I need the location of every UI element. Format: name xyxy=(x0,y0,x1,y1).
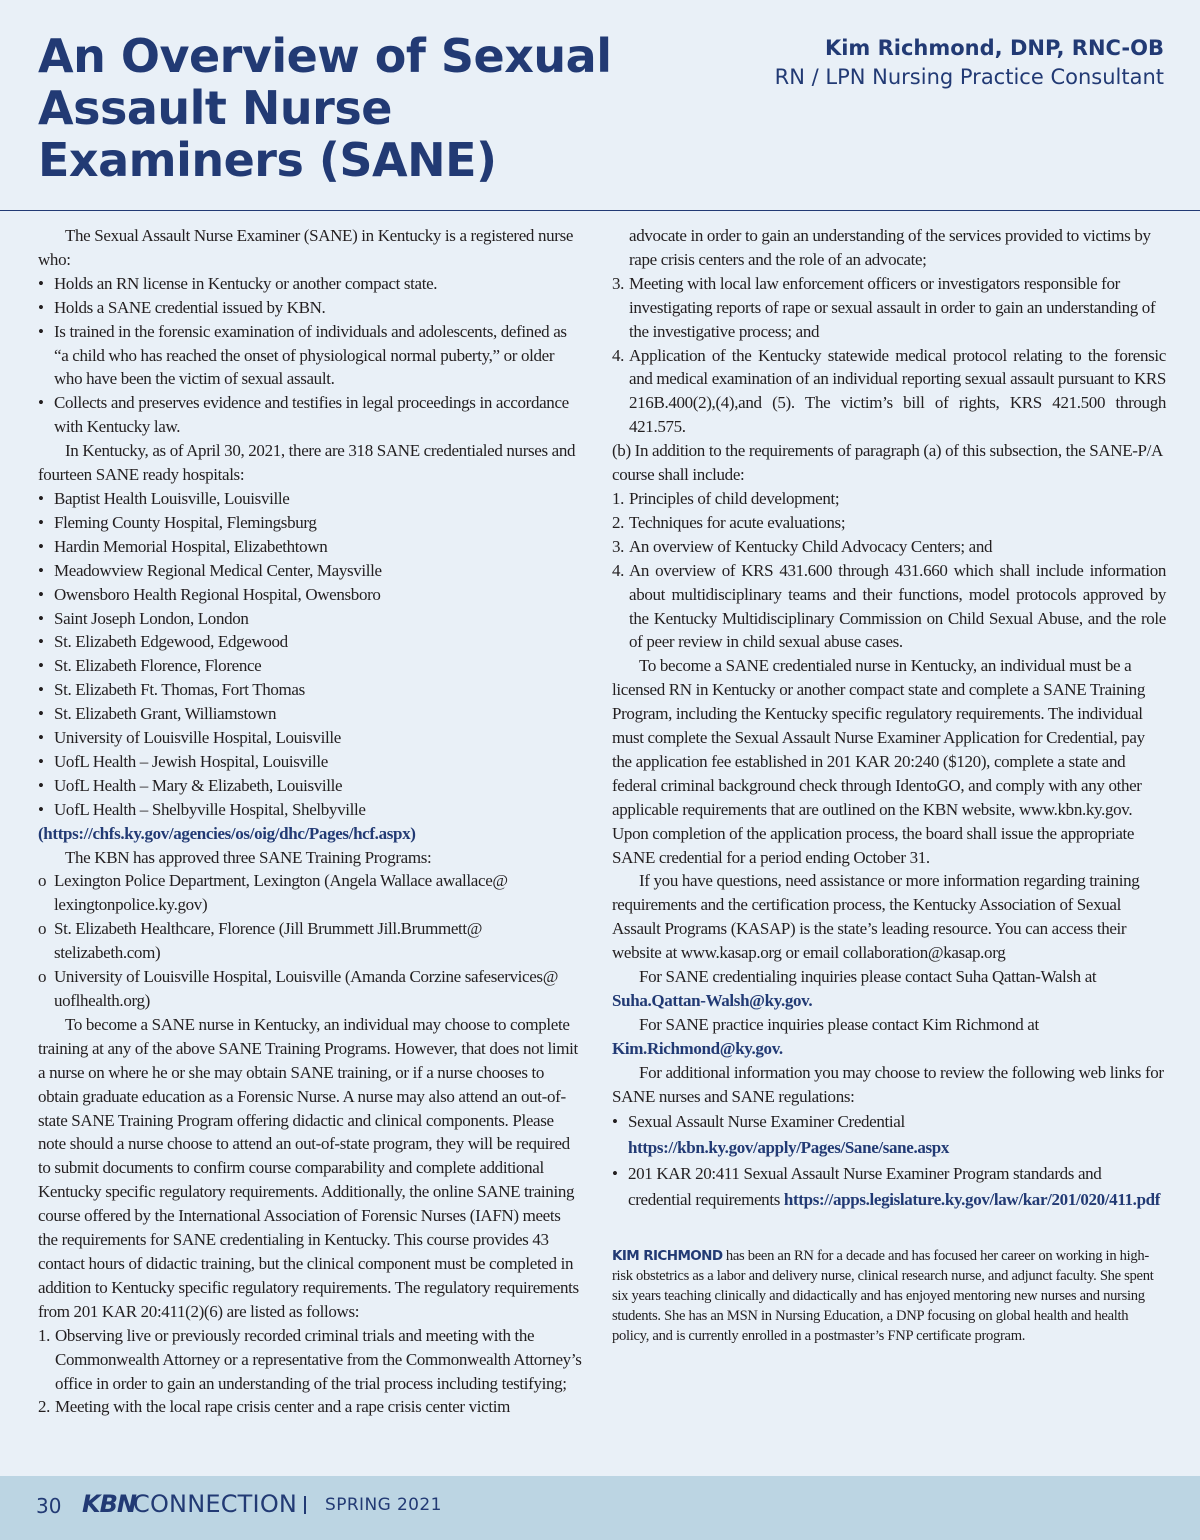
list-item: • Fleming County Hospital, Flemingsburg xyxy=(38,511,584,535)
item-text: Techniques for acute evaluations; xyxy=(629,512,846,532)
web-links-list xyxy=(612,1109,1166,1213)
list-item xyxy=(612,344,1166,440)
list-item xyxy=(612,559,1166,655)
left-column xyxy=(38,224,584,1419)
list-item: • Hardin Memorial Hospital, Elizabethtown xyxy=(38,535,584,559)
hospitals-intro: In Kentucky, as of April 30, 2021, there are 318 SANE credentialed nurses and fourteen SANE ready hospitals: xyxy=(38,441,576,485)
link-label: Sexual Assault Nurse Examiner Credential xyxy=(628,1111,905,1131)
footer-divider xyxy=(304,1496,306,1514)
practice-inquiries: For SANE practice inquiries please contact Kim Richmond at xyxy=(639,1014,1039,1034)
author-name: Kim Richmond, DNP, RNC-OB xyxy=(824,36,1164,60)
list-item: o Lexington Police Department, Lexington (Angela Wallace awallace@ lexingtonpolice.ky.gov) xyxy=(38,869,584,917)
brand-kbn: KBN xyxy=(82,1490,136,1518)
list-item: • UofL Health – Shelbyville Hospital, Shelbyville xyxy=(38,798,584,822)
list-item: • St. Elizabeth Grant, Williamstown xyxy=(38,702,584,726)
qualifications-list xyxy=(38,272,584,439)
list-item: • Owensboro Health Regional Hospital, Owensboro xyxy=(38,583,584,607)
item-number: 3. xyxy=(612,273,625,293)
programs-list xyxy=(38,869,584,1012)
links-intro: For additional information you may choose to review the following web links for SANE nurses and SANE regulations: xyxy=(612,1062,1164,1106)
sane-pa-list xyxy=(612,487,1166,654)
credentialing-email-link[interactable]: Suha.Qattan-Walsh@ky.gov. xyxy=(612,991,813,1010)
list-item: • St. Elizabeth Ft. Thomas, Fort Thomas xyxy=(38,678,584,702)
issue-label: SPRING 2021 xyxy=(325,1495,442,1515)
hospitals-list xyxy=(38,487,584,822)
page-footer xyxy=(0,1476,1200,1540)
kar-regulation-link[interactable]: https://apps.legislature.ky.gov/law/kar/201/020/411.pdf xyxy=(783,1189,1161,1209)
item-text: Application of the Kentucky statewide medical protocol relating to the forensic and medical examination of an individual reporting sexual assault pursuant to KRS 216B.400(2),(4),and (5). The victim’s bill of rights, KRS 421.500 through 421.575. xyxy=(629,345,1166,437)
list-item xyxy=(38,1324,584,1396)
header-divider xyxy=(0,210,1200,211)
list-item: • University of Louisville Hospital, Louisville xyxy=(38,726,584,750)
list-item xyxy=(612,1161,1166,1213)
list-item xyxy=(612,272,1166,344)
item-number: 3. xyxy=(612,536,625,556)
list-item: • St. Elizabeth Florence, Florence xyxy=(38,654,584,678)
subsection-b: (b) In addition to the requirements of paragraph (a) of this subsection, the SANE-P/A course shall include: xyxy=(612,441,1163,485)
credentialing-inquiries: For SANE credentialing inquiries please contact Suha Qattan-Walsh at xyxy=(639,967,1097,987)
right-column xyxy=(612,224,1166,1346)
credential-paragraph: To become a SANE credentialed nurse in Kentucky, an individual must be a licensed RN in Kentucky or another compact state and complete a SANE Training Program, including the Kentucky specific regulatory requirements. The individual must complete the Sexual Assault Nurse Examiner Application for Credential, pay the application fee established in 201 KAR 20:240 ($120), complete a state and federal criminal background check through IdentoGO, and comply with any other applicable requirements that are outlined on the KBN website, www.kbn.ky.gov. Upon completion of the application process, the board shall issue the appropriate SANE credential for a period ending October 31. xyxy=(612,656,1145,867)
list-item xyxy=(38,1395,584,1419)
item-text: Observing live or previously recorded criminal trials and meeting with the Commonwealth Attorney or a representative from the Commonwealth Attorney’s office in order to gain an understanding of the trial process including testifying; xyxy=(55,1325,582,1393)
intro-paragraph: The Sexual Assault Nurse Examiner (SANE) in Kentucky is a registered nurse who: xyxy=(38,226,574,269)
list-item xyxy=(612,487,1166,511)
list-item: • Is trained in the forensic examination of individuals and adolescents, defined as “a child who has reached the onset of physiological normal puberty,” or older who have been the victim of sexual assault. xyxy=(38,320,584,392)
programs-intro: The KBN has approved three SANE Training Programs: xyxy=(65,847,432,867)
page-number: 30 xyxy=(36,1494,62,1518)
list-item: o University of Louisville Hospital, Louisville (Amanda Corzine safeservices@ uoflhealth.org) xyxy=(38,965,584,1013)
item-number: 2. xyxy=(38,1397,51,1417)
sane-credential-link[interactable]: https://kbn.ky.gov/apply/Pages/Sane/sane.aspx xyxy=(628,1137,950,1157)
list-item: • Baptist Health Louisville, Louisville xyxy=(38,487,584,511)
requirements-list xyxy=(38,1324,584,1420)
item-number: 4. xyxy=(612,345,625,365)
list-item: • UofL Health – Jewish Hospital, Louisville xyxy=(38,750,584,774)
link-label: 201 KAR 20:411 Sexual Assault Nurse Examiner Program standards and credential requirements xyxy=(628,1163,1102,1209)
item-text: Principles of child development; xyxy=(629,488,840,508)
list-item: o St. Elizabeth Healthcare, Florence (Jill Brummett Jill.Brummett@ stelizabeth.com) xyxy=(38,917,584,965)
hospitals-link[interactable]: (https://chfs.ky.gov/agencies/os/oig/dhc/Pages/hcf.aspx) xyxy=(38,823,416,843)
article-header xyxy=(0,0,1200,212)
list-item: • Holds a SANE credential issued by KBN. xyxy=(38,296,584,320)
bio-text: has been an RN for a decade and has focused her career on working in high-risk obstetrics as a labor and delivery nurse, clinical research nurse, and adjunct faculty. She spent six years teaching clinically and didactically and has enjoyed mentoring new nurses and nursing students. She has an MSN in Nursing Education, a DNP focusing on global health and health policy, and is currently enrolled in a postmaster’s FNP certificate program. xyxy=(612,1247,1154,1344)
list-item xyxy=(612,224,1166,272)
author-bio xyxy=(612,1246,1166,1346)
item-number: 2. xyxy=(612,512,625,532)
list-item: • UofL Health – Mary & Elizabeth, Louisville xyxy=(38,774,584,798)
questions-paragraph: If you have questions, need assistance or more information regarding training requirements and the certification process, the Kentucky Association of Sexual Assault Programs (KASAP) is the state’s leading resource. You can access their website at www.kasap.org or email collaboration@kasap.org xyxy=(612,871,1140,963)
list-item xyxy=(612,511,1166,535)
author-block xyxy=(775,34,1164,92)
list-item: • St. Elizabeth Edgewood, Edgewood xyxy=(38,630,584,654)
author-title: RN / LPN Nursing Practice Consultant xyxy=(774,65,1164,89)
item-number: 1. xyxy=(612,488,625,508)
list-item: • Saint Joseph London, London xyxy=(38,607,584,631)
item-text: An overview of Kentucky Child Advocacy Centers; and xyxy=(629,536,993,556)
item-text: advocate in order to gain an understanding of the services provided to victims by rape crisis centers and the role of an advocate; xyxy=(629,226,1151,269)
item-text: Meeting with local law enforcement officers or investigators responsible for investigating reports of rape or sexual assault in order to gain an understanding of the investigative process; and xyxy=(629,273,1156,341)
item-text: An overview of KRS 431.600 through 431.660 which shall include information about multidisciplinary teams and their functions, model protocols approved by the Kentucky Multidisciplinary Commission on Child Sexual Abuse, and the role of peer review in child sexual abuse cases. xyxy=(629,560,1166,652)
brand-connection: CONNECTION xyxy=(133,1490,298,1518)
item-number: 1. xyxy=(38,1325,51,1345)
list-item: • Collects and preserves evidence and testifies in legal proceedings in accordance with Kentucky law. xyxy=(38,391,584,439)
item-number: 4. xyxy=(612,560,625,580)
practice-email-link[interactable]: Kim.Richmond@ky.gov. xyxy=(612,1038,783,1058)
item-text: Meeting with the local rape crisis center and a rape crisis center victim xyxy=(55,1397,510,1417)
training-paragraph: To become a SANE nurse in Kentucky, an individual may choose to complete training at any of the above SANE Training Programs. However, that does not limit a nurse on where he or she may obtain SANE training, or if a nurse chooses to obtain graduate education as a Forensic Nurse. A nurse may also attend an out-of-state SANE Training Program offering didactic and clinical components. Please note should a nurse choose to attend an out-of-state program, they will be required to submit documents to confirm course comparability and complete additional Kentucky specific regulatory requirements. Additionally, the online SANE training course offered by the International Association of Forensic Nurses (IAFN) meets the requirements for SANE credentialing in Kentucky. This course provides 43 contact hours of didactic training, but the clinical component must be completed in addition to Kentucky specific regulatory requirements. The regulatory requirements from 201 KAR 20:411(2)(6) are listed as follows: xyxy=(38,1014,579,1321)
list-item: • Holds an RN license in Kentucky or another compact state. xyxy=(38,272,584,296)
list-item xyxy=(612,535,1166,559)
bio-name: KIM RICHMOND xyxy=(612,1247,723,1264)
requirements-list-continued xyxy=(612,224,1166,439)
list-item xyxy=(612,1109,1166,1161)
article-title: An Overview of Sexual Assault Nurse Examiners (SANE) xyxy=(38,29,612,187)
list-item: • Meadowview Regional Medical Center, Maysville xyxy=(38,559,584,583)
